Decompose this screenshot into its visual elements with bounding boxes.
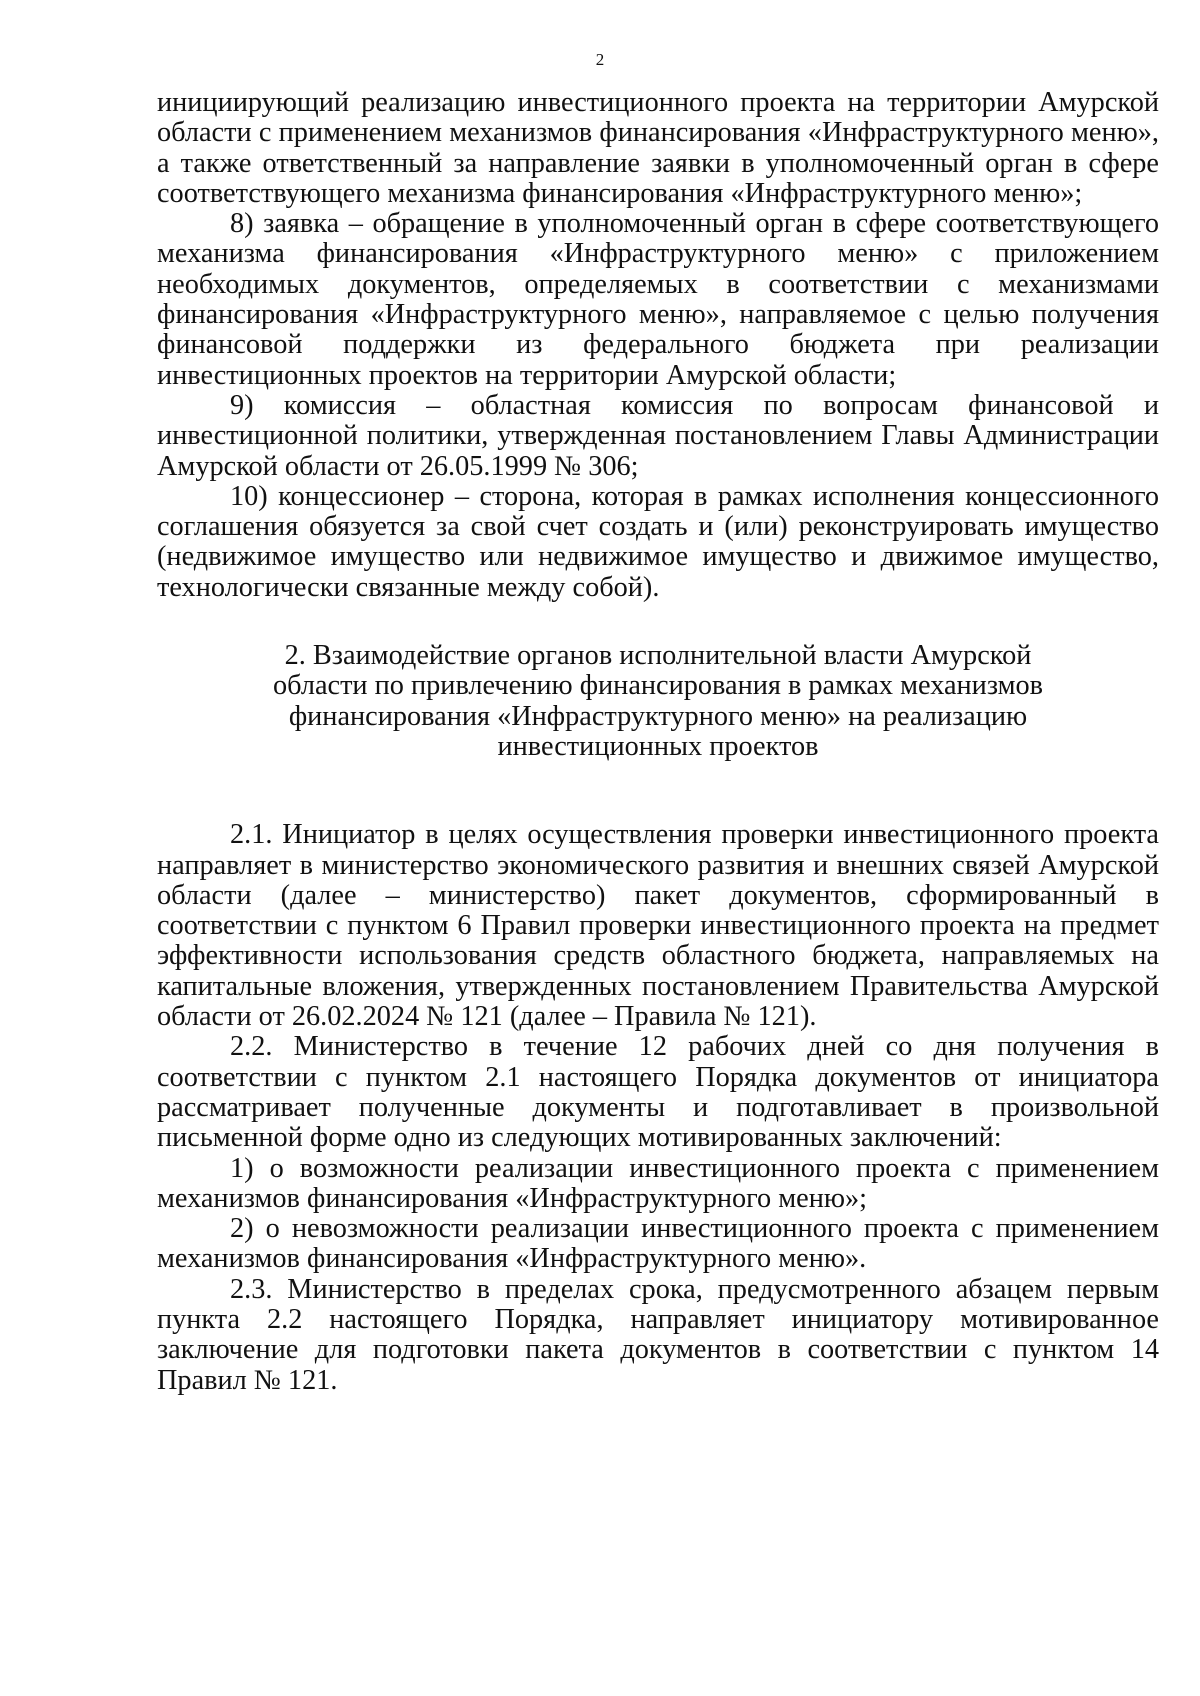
document-body [157, 88, 1159, 1396]
section-2-heading [157, 641, 1159, 762]
section-2-heading-line: финансирования «Инфраструктурного меню» на реализацию [288, 700, 1028, 732]
paragraph-item-9-commission: 9) комиссия – областная комиссия по вопросам финансовой и инвестиционной политики, утвержденная постановлением Главы Администрации Амурской области от 26.05.1999 № 306; [157, 389, 1159, 482]
paragraph-2-2-option-2: 2) о невозможности реализации инвестиционного проекта с применением механизмов финансирования «Инфраструктурного меню». [157, 1213, 1159, 1275]
paragraph-item-10-concessionaire: 10) концессионер – сторона, которая в рамках исполнения концессионного соглашения обязуется за свой счет создать и (или) реконструировать имущество (недвижимое имущество или недвижимое имущество и движимое имущество, технологически связанные между собой). [157, 480, 1159, 603]
paragraph-2-2-option-1: 1) о возможности реализации инвестиционного проекта с применением механизмов финансирования «Инфраструктурного меню»; [157, 1152, 1159, 1214]
section-2-heading-line: области по привлечению финансирования в рамках механизмов [272, 670, 1044, 702]
page-number: 2 [595, 50, 605, 69]
paragraph-2-1: 2.1. Инициатор в целях осуществления проверки инвестиционного проекта направляет в министерство экономического развития и внешних связей Амурской области (далее – министерство) пакет документов, сформированный в соответствии с пунктом 6 Правил проверки инвестиционного проекта на предмет эффективности использования средств областного бюджета, направляемых на капитальные вложения, утвержденных постановлением Правительства Амурской области от 26.02.2024 № 121 (далее – Правила № 121). [157, 819, 1159, 1033]
paragraph-2-3: 2.3. Министерство в пределах срока, предусмотренного абзацем первым пункта 2.2 настоящего Порядка, направляет инициатору мотивированное заключение для подготовки пакета документов в соответствии с пунктом 14 Правил № 121. [157, 1273, 1159, 1396]
paragraph-initiator-definition-end: инициирующий реализацию инвестиционного проекта на территории Амурской области с применением механизмов финансирования «Инфраструктурного меню», а также ответственный за направление заявки в уполномоченный орган в сфере соответствующего механизма финансирования «Инфраструктурного меню»; [157, 87, 1159, 209]
section-2-heading-line: инвестиционных проектов [497, 730, 819, 762]
paragraph-item-8-application: 8) заявка – обращение в уполномоченный орган в сфере соответствующего механизма финансирования «Инфраструктурного меню» с приложением необходимых документов, определяемых в соответствии с механизмами финансирования «Инфраструктурного меню», направляемое с целью получения финансовой поддержки из федерального бюджета при реализации инвестиционных проектов на территории Амурской области; [157, 208, 1159, 391]
section-2-heading-line: 2. Взаимодействие органов исполнительной власти Амурской [284, 640, 1032, 672]
paragraph-2-2: 2.2. Министерство в течение 12 рабочих дней со дня получения в соответствии с пунктом 2.1 настоящего Порядка документов от инициатора рассматривает полученные документы и подготавливает в произвольной письменной форме одно из следующих мотивированных заключений: [157, 1031, 1159, 1154]
